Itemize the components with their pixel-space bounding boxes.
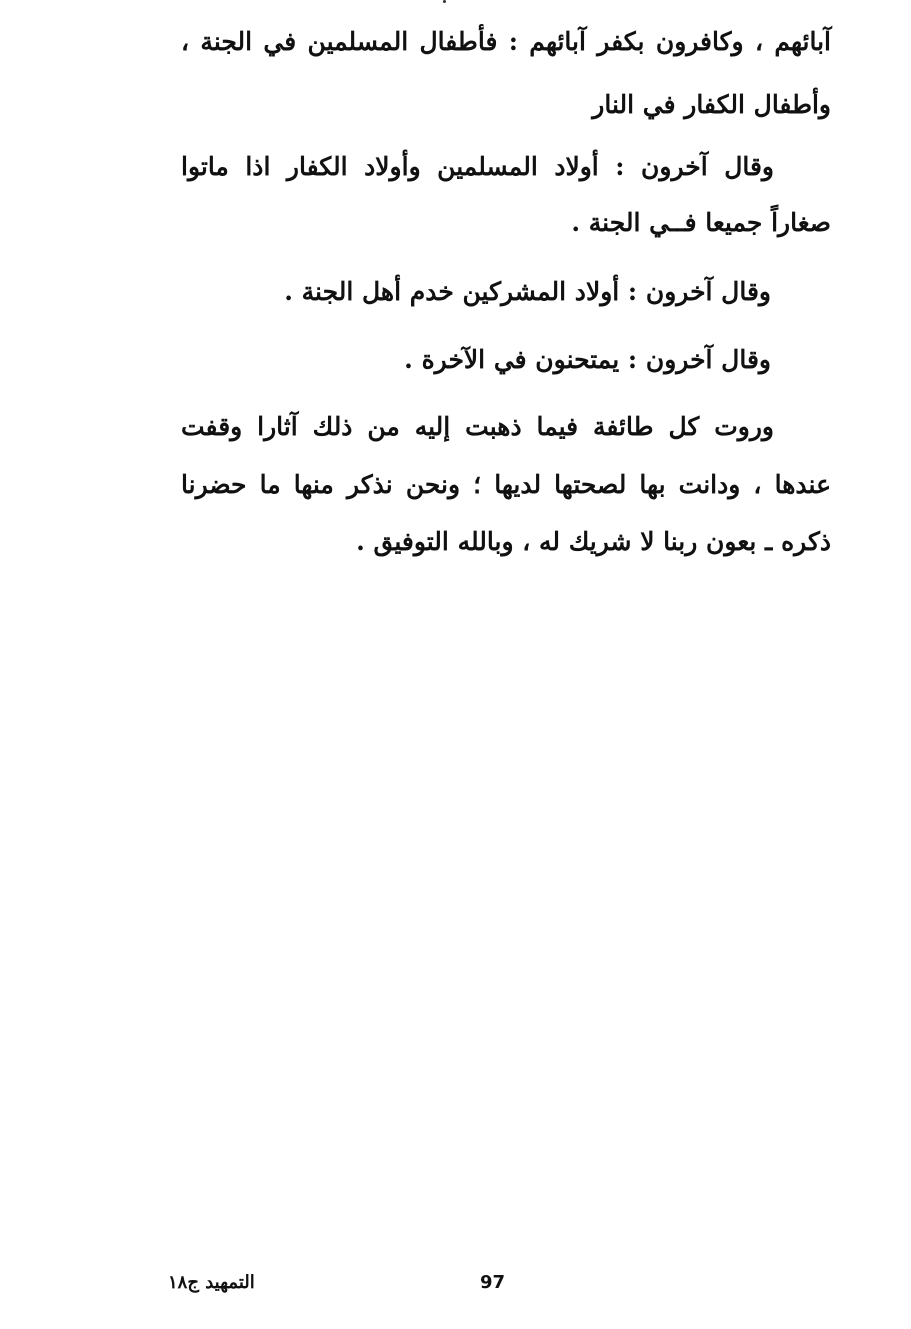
text-line-9: ذكره ـ بعون ربنا لا شريك له ، وبالله التوفيق . (356, 527, 831, 556)
text-line-5: وقال آخرون : أولاد المشركين خدم أهل الجنة . (284, 277, 771, 306)
page-number: 97 (480, 1272, 506, 1293)
scan-mark (443, 0, 446, 3)
text-line-6: وقال آخرون : يمتحنون في الآخرة . (404, 345, 771, 374)
footer-book-label: التمهيد ج١٨ (168, 1272, 255, 1293)
text-line-7: وروت كل طائفة فيما ذهبت إليه من ذلك آثارا وقفت (181, 412, 774, 441)
text-line-2: وأطفال الكفار في النار (592, 90, 831, 119)
text-line-8: عندها ، ودانت بها لصحتها لديها ؛ ونحن نذكر منها ما حضرنا (181, 470, 831, 499)
text-line-1: آبائهم ، وكافرون بكفر آبائهم : فأطفال المسلمين في الجنة ، (181, 27, 831, 56)
text-line-4: صغاراً جميعا فــي الجنة . (571, 208, 831, 237)
text-line-3: وقال آخرون : أولاد المسلمين وأولاد الكفار اذا ماتوا (181, 152, 774, 181)
